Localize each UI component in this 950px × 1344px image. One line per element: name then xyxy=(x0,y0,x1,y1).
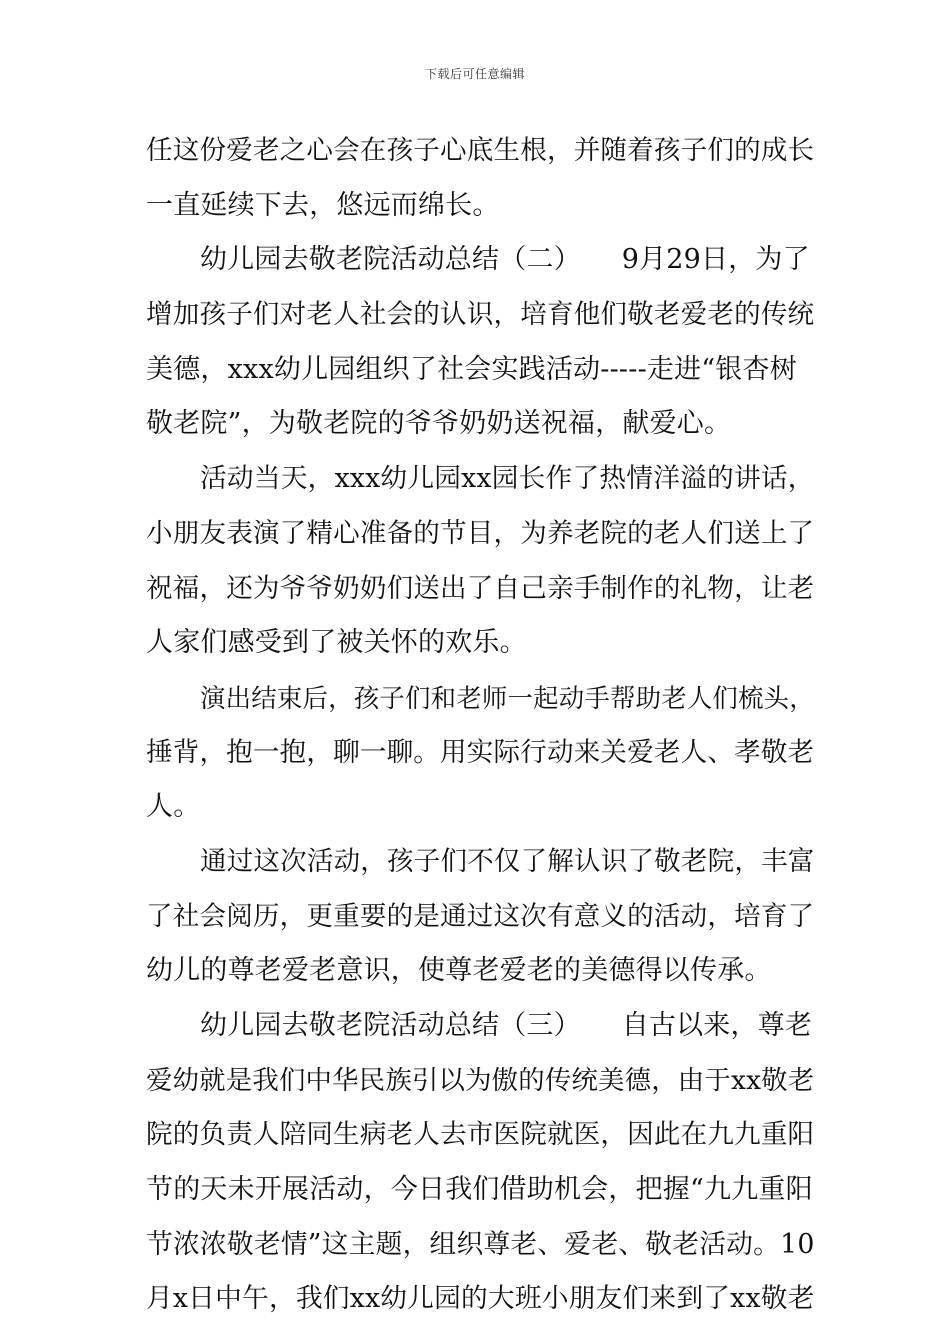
text-line: 敬老院”，为敬老院的爷爷奶奶送祝福，献爱心。 xyxy=(146,408,732,440)
text-line: 一直延续下去，悠远而绵长。 xyxy=(146,189,500,221)
text-line: 人。 xyxy=(146,791,201,823)
text-line: 增加孩子们对老人社会的认识，培育他们敬老爱老的传统 xyxy=(146,299,815,331)
text-line: 祝福，还为爷爷奶奶们送出了自己亲手制作的礼物，让老 xyxy=(146,572,815,604)
text-line: 月x日中午，我们xx幼儿园的大班小朋友们来到了xx敬老 xyxy=(146,1283,815,1315)
text-line: 活动当天，xxx幼儿园xx园长作了热情洋溢的讲话， xyxy=(200,463,815,495)
text-line: 美德，xxx幼儿园组织了社会实践活动-----走进“银杏树 xyxy=(146,353,797,385)
text-line: 院的负责人陪同生病老人去市医院就医，因此在九九重阳 xyxy=(146,1119,815,1151)
text-line: 小朋友表演了精心准备的节目，为养老院的老人们送上了 xyxy=(146,517,815,549)
text-line: 人家们感受到了被关怀的欢乐。 xyxy=(146,627,527,659)
text-line: 幼儿园去敬老院活动总结（三） 自古以来，尊老 xyxy=(200,1010,813,1041)
page-header: 下载后可任意编辑 xyxy=(424,67,525,81)
text-line: 幼儿园去敬老院活动总结（二） 9月29日，为了 xyxy=(200,244,810,276)
text-line: 捶背，抱一抱，聊一聊。用实际行动来关爱老人、孝敬老 xyxy=(146,736,815,768)
text-line: 任这份爱老之心会在孩子心底生根，并随着孩子们的成长 xyxy=(146,135,815,166)
text-line: 通过这次活动，孩子们不仅了解认识了敬老院，丰富 xyxy=(200,845,815,877)
text-line: 节的天未开展活动，今日我们借助机会，把握“九九重阳 xyxy=(146,1174,813,1206)
text-line: 节浓浓敬老情”这主题，组织尊老、爱老、敬老活动。10 xyxy=(146,1228,815,1260)
text-line: 了社会阅历，更重要的是通过这次有意义的活动，培育了 xyxy=(146,900,815,932)
document-body xyxy=(146,124,818,1327)
text-line: 演出结束后，孩子们和老师一起动手帮助老人们梳头， xyxy=(200,682,815,713)
text-line: 爱幼就是我们中华民族引以为傲的传统美德，由于xx敬老 xyxy=(146,1064,815,1096)
text-line: 幼儿的尊老爱老意识，使尊老爱老的美德得以传承。 xyxy=(146,955,772,987)
